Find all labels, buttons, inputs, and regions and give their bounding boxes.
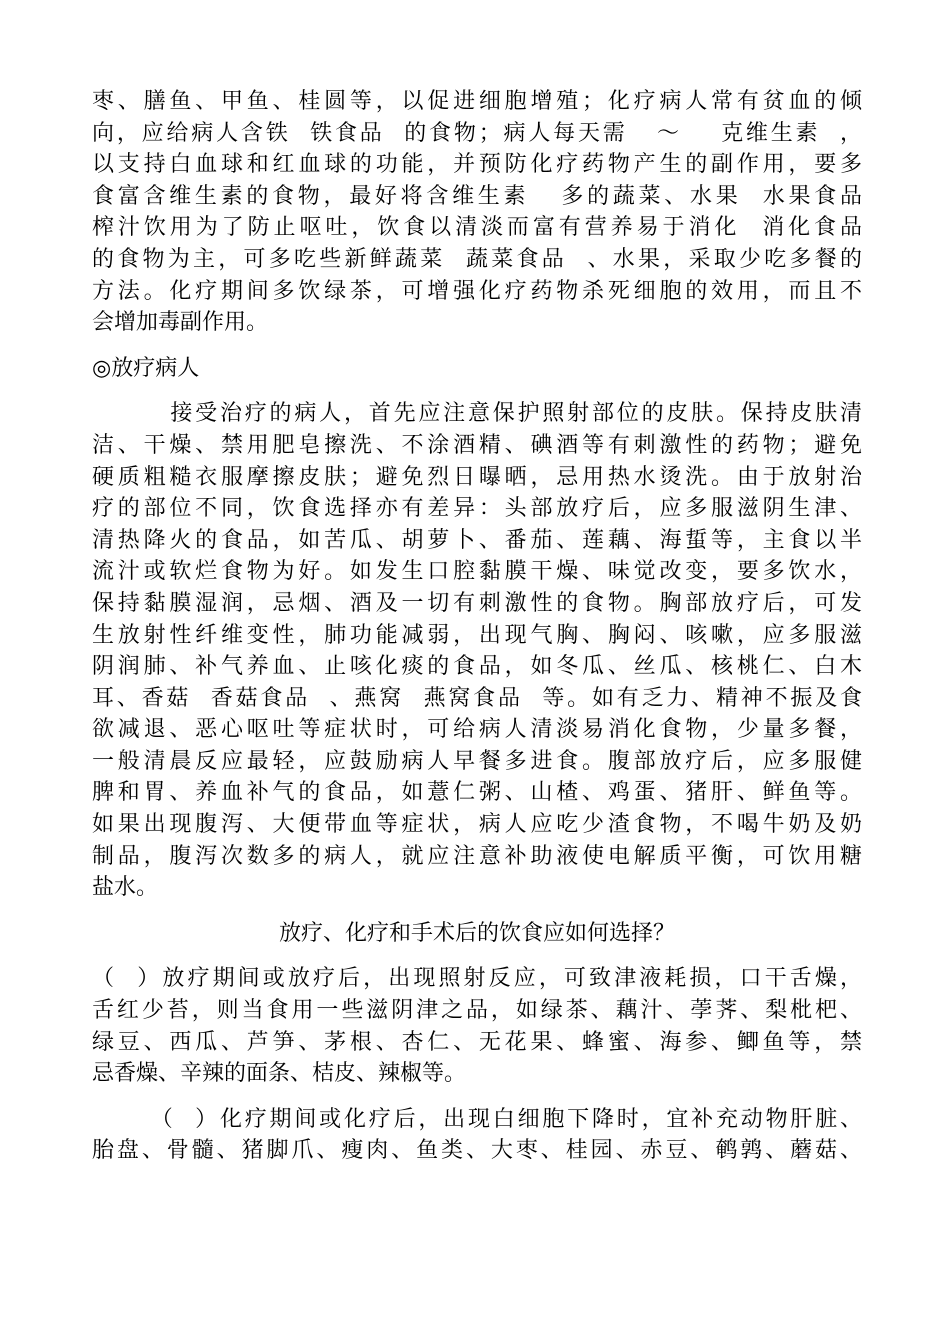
text-line: 的食物为主，可多吃些新鲜蔬菜 蔬菜食品 、水果，采取少吃多餐的 [92, 246, 862, 272]
text-line: 向，应给病人含铁 铁食品 的食物；病人每天需 ～ 克维生素 ， [92, 120, 862, 146]
text-line: 枣、膳鱼、甲鱼、桂圆等，以促进细胞增殖；化疗病人常有贫血的倾 [92, 89, 862, 114]
text-line: 保持黏膜湿润，忌烟、酒及一切有刺激性的食物。胸部放疗后，可发 [92, 590, 862, 616]
text-line: 生放射性纤维变性，肺功能减弱，出现气胸、胸闷、咳嗽，应多服滋 [92, 622, 862, 648]
text-line: 盐水。 [92, 875, 159, 901]
text-line: 耳、香菇 香菇食品 、燕窝 燕窝食品 等。如有乏力、精神不振及食 [92, 685, 862, 711]
text-line: 脾和胃、养血补气的食品，如薏仁粥、山楂、鸡蛋、猪肝、鲜鱼等。 [92, 780, 862, 806]
text-line: 清热降火的食品，如苦瓜、胡萝卜、番茄、莲藕、海蜇等，主食以半 [92, 527, 862, 553]
text-line: 欲减退、恶心呕吐等症状时，可给病人清淡易消化食物，少量多餐， [92, 717, 862, 743]
radiotherapy-section-heading [92, 353, 862, 385]
text-line: 阴润肺、补气养血、止咳化痰的食品，如冬瓜、丝瓜、核桃仁、白木 [92, 654, 862, 680]
text-line: 洁、干燥、禁用肥皂擦洗、不涂酒精、碘酒等有刺激性的药物；避免 [92, 432, 862, 458]
diet-question-heading [92, 918, 862, 950]
text-line: 舌红少苔，则当食用一些滋阴津之品，如绿茶、藕汁、荸荠、梨枇杷、 [92, 998, 862, 1024]
text-line: （ ）化疗期间或化疗后，出现白细胞下降时，宜补充动物肝脏、 [92, 1106, 862, 1132]
text-line: 以支持白血球和红血球的功能，并预防化疗药物产生的副作用，要多 [92, 152, 862, 178]
text-line: 制品，腹泻次数多的病人，就应注意补助液使电解质平衡，可饮用糖 [92, 843, 862, 869]
section-title: ◎放疗病人 [92, 355, 200, 381]
text-line: 食富含维生素的食物，最好将含维生素 多的蔬菜、水果 水果食品 [92, 183, 862, 209]
text-line: 会增加毒副作用。 [92, 310, 269, 336]
text-line: 流汁或软烂食物为好。如发生口腔黏膜干燥、味觉改变，要多饮水， [92, 559, 862, 585]
section-heading: 放疗、化疗和手术后的饮食应如何选择？ [278, 920, 675, 946]
chemo-diet-paragraph [92, 86, 862, 339]
chemotherapy-diet-item [92, 1104, 862, 1167]
text-line: 一般清晨反应最轻，应鼓励病人早餐多进食。腹部放疗后，应多服健 [92, 748, 862, 774]
text-line: 硬质粗糙衣服摩擦皮肤；避免烈日曝晒，忌用热水烫洗。由于放射治 [92, 464, 862, 490]
text-line: 绿豆、西瓜、芦笋、茅根、杏仁、无花果、蜂蜜、海参、鲫鱼等，禁 [92, 1029, 862, 1055]
text-line: 忌香燥、辛辣的面条、桔皮、辣椒等。 [92, 1061, 467, 1087]
text-line: 如果出现腹泻、大便带血等症状，病人应吃少渣食物，不喝牛奶及奶 [92, 812, 862, 838]
text-line: 接受治疗的病人，首先应注意保护照射部位的皮肤。保持皮肤清 [92, 401, 862, 427]
text-line: （ ）放疗期间或放疗后，出现照射反应，可致津液耗损，口干舌燥， [92, 966, 862, 992]
document-page [92, 86, 862, 1167]
radiotherapy-diet-item [92, 963, 862, 1089]
radiotherapy-paragraph [92, 398, 862, 904]
text-line: 胎盘、骨髓、猪脚爪、瘦肉、鱼类、大枣、桂园、赤豆、鹌鹑、蘑菇、 [92, 1138, 862, 1164]
text-line: 疗的部位不同，饮食选择亦有差异：头部放疗后，应多服滋阴生津、 [92, 496, 862, 522]
text-line: 方法。化疗期间多饮绿茶，可增强化疗药物杀死细胞的效用，而且不 [92, 278, 862, 304]
text-line: 榨汁饮用为了防止呕吐，饮食以清淡而富有营养易于消化 消化食品 [92, 215, 862, 241]
